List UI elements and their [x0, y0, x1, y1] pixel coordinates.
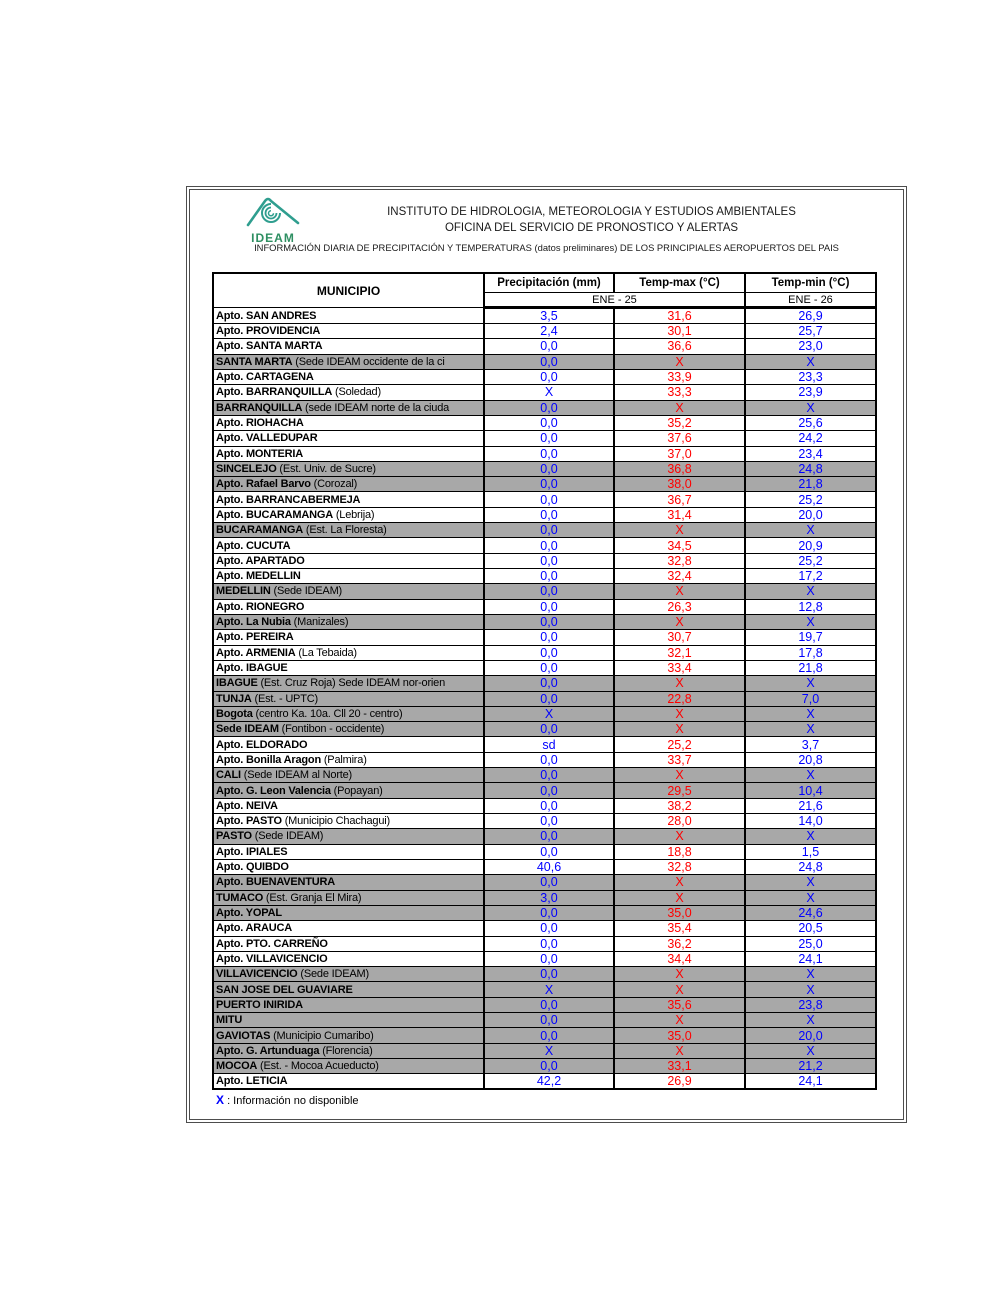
tmax-cell: 33,3 [614, 385, 745, 400]
tmax-cell: X [614, 676, 745, 691]
tmin-cell: 24,8 [745, 859, 876, 874]
tmin-cell: 25,0 [745, 936, 876, 951]
table-row [213, 569, 876, 584]
tmin-cell: X [745, 584, 876, 599]
municipio-cell: Apto. IBAGUE [213, 660, 484, 675]
tmin-cell: 20,0 [745, 507, 876, 522]
tmin-cell: 23,0 [745, 339, 876, 354]
tmin-cell: X [745, 967, 876, 982]
precip-cell: 0,0 [484, 553, 614, 568]
table-row [213, 1059, 876, 1074]
table-row [213, 737, 876, 752]
precip-cell: 3,0 [484, 890, 614, 905]
tmax-cell: X [614, 584, 745, 599]
tmin-cell: 26,9 [745, 308, 876, 324]
table-row [213, 354, 876, 369]
tmin-cell: 25,7 [745, 324, 876, 339]
municipio-cell: MEDELLIN (Sede IDEAM) [213, 584, 484, 599]
table-row [213, 829, 876, 844]
table-row [213, 859, 876, 874]
period-header-ene-26: ENE - 26 [745, 293, 876, 308]
tmax-cell: 22,8 [614, 691, 745, 706]
municipio-cell: Apto. La Nubia (Manizales) [213, 614, 484, 629]
municipio-cell: Apto. BARRANQUILLA (Soledad) [213, 385, 484, 400]
precip-cell: 0,0 [484, 951, 614, 966]
tmin-cell: 24,1 [745, 951, 876, 966]
column-header-municipio: MUNICIPIO [213, 273, 484, 308]
tmin-cell: 24,6 [745, 905, 876, 920]
tmin-cell: 19,7 [745, 630, 876, 645]
municipio-cell: Apto. Rafael Barvo (Corozal) [213, 477, 484, 492]
table-row [213, 921, 876, 936]
municipio-cell: Apto. APARTADO [213, 553, 484, 568]
tmax-cell: 32,8 [614, 859, 745, 874]
tmax-cell: X [614, 1043, 745, 1058]
municipio-cell: TUNJA (Est. - UPTC) [213, 691, 484, 706]
table-row [213, 722, 876, 737]
precip-cell: X [484, 706, 614, 721]
ideam-logo-label: IDEAM [251, 231, 295, 245]
table-row [213, 936, 876, 951]
tmax-cell: 33,1 [614, 1059, 745, 1074]
tmax-cell: 33,7 [614, 752, 745, 767]
table-row [213, 385, 876, 400]
tmin-cell: 23,4 [745, 446, 876, 461]
precip-cell: 0,0 [484, 354, 614, 369]
municipio-cell: Apto. NEIVA [213, 798, 484, 813]
tmax-cell: X [614, 875, 745, 890]
period-header-ene-25: ENE - 25 [484, 293, 745, 308]
table-row [213, 446, 876, 461]
tmin-cell: X [745, 676, 876, 691]
tmin-cell: 25,2 [745, 492, 876, 507]
precip-cell: 0,0 [484, 921, 614, 936]
tmin-cell: 23,3 [745, 369, 876, 384]
tmin-cell: X [745, 523, 876, 538]
precip-cell: 0,0 [484, 875, 614, 890]
tmin-cell: X [745, 768, 876, 783]
municipio-cell: MOCOA (Est. - Mocoa Acueducto) [213, 1059, 484, 1074]
municipio-cell: Apto. Bonilla Aragon (Palmira) [213, 752, 484, 767]
tmax-cell: 32,4 [614, 569, 745, 584]
weather-table [212, 272, 877, 1090]
precip-cell: 40,6 [484, 859, 614, 874]
precip-cell: 0,0 [484, 905, 614, 920]
table-row [213, 507, 876, 522]
table-row [213, 584, 876, 599]
precip-cell: X [484, 1043, 614, 1058]
precip-cell: 0,0 [484, 752, 614, 767]
tmax-cell: X [614, 890, 745, 905]
municipio-cell: Apto. PTO. CARREÑO [213, 936, 484, 951]
precip-cell: 0,0 [484, 461, 614, 476]
tmin-cell: 21,8 [745, 477, 876, 492]
municipio-cell: Apto. SANTA MARTA [213, 339, 484, 354]
tmin-cell: 10,4 [745, 783, 876, 798]
precip-cell: 0,0 [484, 798, 614, 813]
report-frame [186, 186, 907, 1123]
municipio-cell: Apto. G. Leon Valencia (Popayan) [213, 783, 484, 798]
report-subtitle: INFORMACIÓN DIARIA DE PRECIPITACIÓN Y TEMPERATURAS (datos preliminares) DE LOS PRINCIPIALES AEROPUERTOS DEL PAIS [254, 242, 839, 253]
precip-cell: 3,5 [484, 308, 614, 324]
tmin-cell: X [745, 829, 876, 844]
tmin-cell: 7,0 [745, 691, 876, 706]
precip-cell: 0,0 [484, 936, 614, 951]
tmax-cell: 31,6 [614, 308, 745, 324]
municipio-cell: Apto. VILLAVICENCIO [213, 951, 484, 966]
precip-cell: 0,0 [484, 492, 614, 507]
tmax-cell: 35,6 [614, 997, 745, 1012]
precip-cell: X [484, 385, 614, 400]
tmax-cell: 35,2 [614, 415, 745, 430]
municipio-cell: Apto. MONTERIA [213, 446, 484, 461]
table-row [213, 308, 876, 324]
tmax-cell: X [614, 354, 745, 369]
table-row [213, 477, 876, 492]
tmin-cell: X [745, 354, 876, 369]
municipio-cell: PASTO (Sede IDEAM) [213, 829, 484, 844]
tmax-cell: X [614, 967, 745, 982]
tmax-cell: 37,0 [614, 446, 745, 461]
municipio-cell: IBAGUE (Est. Cruz Roja) Sede IDEAM nor-orien [213, 676, 484, 691]
precip-cell: 0,0 [484, 477, 614, 492]
tmin-cell: 14,0 [745, 814, 876, 829]
table-row [213, 1028, 876, 1043]
municipio-cell: SAN JOSE DEL GUAVIARE [213, 982, 484, 997]
table-row [213, 967, 876, 982]
tmax-cell: X [614, 523, 745, 538]
footnote [216, 1093, 359, 1107]
municipio-cell: Apto. PASTO (Municipio Chachagui) [213, 814, 484, 829]
tmax-cell: 34,4 [614, 951, 745, 966]
tmin-cell: X [745, 614, 876, 629]
table-row [213, 630, 876, 645]
table-header [213, 273, 876, 308]
table-row [213, 400, 876, 415]
precip-cell: 0,0 [484, 660, 614, 675]
tmin-cell: X [745, 722, 876, 737]
municipio-cell: Apto. ARAUCA [213, 921, 484, 936]
table-row [213, 875, 876, 890]
table-row [213, 599, 876, 614]
tmax-cell: 29,5 [614, 783, 745, 798]
tmin-cell: 1,5 [745, 844, 876, 859]
precip-cell: 0,0 [484, 400, 614, 415]
tmin-cell: 25,6 [745, 415, 876, 430]
municipio-cell: Apto. VALLEDUPAR [213, 431, 484, 446]
precip-cell: 0,0 [484, 768, 614, 783]
precip-cell: 0,0 [484, 676, 614, 691]
table-row [213, 691, 876, 706]
tmax-cell: X [614, 829, 745, 844]
municipio-cell: BUCARAMANGA (Est. La Floresta) [213, 523, 484, 538]
institute-title: INSTITUTO DE HIDROLOGIA, METEOROLOGIA Y ESTUDIOS AMBIENTALES [387, 206, 796, 218]
table-row [213, 706, 876, 721]
tmax-cell: X [614, 706, 745, 721]
precip-cell: 0,0 [484, 722, 614, 737]
municipio-cell: Apto. BARRANCABERMEJA [213, 492, 484, 507]
column-header-temp-min: Temp-min (°C) [745, 273, 876, 293]
table-row [213, 783, 876, 798]
tmax-cell: 36,6 [614, 339, 745, 354]
municipio-cell: Apto. BUCARAMANGA (Lebrija) [213, 507, 484, 522]
table-row [213, 415, 876, 430]
tmin-cell: 23,8 [745, 997, 876, 1012]
table-row [213, 951, 876, 966]
tmin-cell: X [745, 875, 876, 890]
tmax-cell: 36,7 [614, 492, 745, 507]
tmax-cell: 18,8 [614, 844, 745, 859]
tmax-cell: X [614, 722, 745, 737]
tmin-cell: X [745, 890, 876, 905]
table-row [213, 645, 876, 660]
municipio-cell: GAVIOTAS (Municipio Cumaribo) [213, 1028, 484, 1043]
tmin-cell: 24,2 [745, 431, 876, 446]
table-row [213, 676, 876, 691]
tmin-cell: X [745, 1043, 876, 1058]
precip-cell: 0,0 [484, 630, 614, 645]
precip-cell: 42,2 [484, 1074, 614, 1090]
table-row [213, 768, 876, 783]
table-row [213, 492, 876, 507]
municipio-cell: Apto. ARMENIA (La Tebaida) [213, 645, 484, 660]
precip-cell: sd [484, 737, 614, 752]
footnote-text: : Información no disponible [224, 1095, 359, 1107]
precip-cell: 0,0 [484, 783, 614, 798]
tmax-cell: 33,4 [614, 660, 745, 675]
tmin-cell: 21,6 [745, 798, 876, 813]
municipio-cell: PUERTO INIRIDA [213, 997, 484, 1012]
municipio-cell: Apto. ELDORADO [213, 737, 484, 752]
column-header-precipitacion: Precipitación (mm) [484, 273, 614, 293]
table-row [213, 814, 876, 829]
precip-cell: 0,0 [484, 431, 614, 446]
tmin-cell: 17,2 [745, 569, 876, 584]
precip-cell: 0,0 [484, 1059, 614, 1074]
municipio-cell: Apto. PROVIDENCIA [213, 324, 484, 339]
precip-cell: 0,0 [484, 997, 614, 1012]
tmin-cell: 23,9 [745, 385, 876, 400]
precip-cell: 0,0 [484, 829, 614, 844]
municipio-cell: Bogota (centro Ka. 10a. Cll 20 - centro) [213, 706, 484, 721]
tmax-cell: 35,0 [614, 1028, 745, 1043]
tmax-cell: 28,0 [614, 814, 745, 829]
municipio-cell: Sede IDEAM (Fontibon - occidente) [213, 722, 484, 737]
municipio-cell: SINCELEJO (Est. Univ. de Sucre) [213, 461, 484, 476]
precip-cell: 0,0 [484, 599, 614, 614]
municipio-cell: Apto. CARTAGENA [213, 369, 484, 384]
table-row [213, 339, 876, 354]
column-header-temp-max: Temp-max (°C) [614, 273, 745, 293]
municipio-cell: Apto. BUENAVENTURA [213, 875, 484, 890]
table-row [213, 553, 876, 568]
precip-cell: 0,0 [484, 446, 614, 461]
municipio-cell: Apto. G. Artunduaga (Florencia) [213, 1043, 484, 1058]
table-row [213, 614, 876, 629]
precip-cell: 0,0 [484, 844, 614, 859]
tmax-cell: 31,4 [614, 507, 745, 522]
table-row [213, 752, 876, 767]
tmax-cell: 30,7 [614, 630, 745, 645]
tmax-cell: 35,4 [614, 921, 745, 936]
precip-cell: X [484, 982, 614, 997]
footnote-x-symbol: X [216, 1093, 225, 1107]
table-row [213, 324, 876, 339]
table-row [213, 1043, 876, 1058]
tmin-cell: 25,2 [745, 553, 876, 568]
tmax-cell: X [614, 1013, 745, 1028]
tmin-cell: 20,8 [745, 752, 876, 767]
tmax-cell: 33,9 [614, 369, 745, 384]
municipio-cell: Apto. PEREIRA [213, 630, 484, 645]
tmin-cell: 20,9 [745, 538, 876, 553]
tmin-cell: 12,8 [745, 599, 876, 614]
tmax-cell: X [614, 614, 745, 629]
precip-cell: 0,0 [484, 1028, 614, 1043]
tmax-cell: 32,8 [614, 553, 745, 568]
tmax-cell: 26,9 [614, 1074, 745, 1090]
tmin-cell: 21,8 [745, 660, 876, 675]
tmin-cell: X [745, 1013, 876, 1028]
tmax-cell: 35,0 [614, 905, 745, 920]
municipio-cell: CALI (Sede IDEAM al Norte) [213, 768, 484, 783]
precip-cell: 0,0 [484, 415, 614, 430]
table-row [213, 523, 876, 538]
table-row [213, 369, 876, 384]
municipio-cell: Apto. IPIALES [213, 844, 484, 859]
table-row [213, 844, 876, 859]
table-row [213, 1013, 876, 1028]
municipio-cell: Apto. YOPAL [213, 905, 484, 920]
table-row [213, 798, 876, 813]
tmax-cell: 36,2 [614, 936, 745, 951]
tmin-cell: X [745, 706, 876, 721]
tmin-cell: X [745, 982, 876, 997]
table-row [213, 1074, 876, 1090]
tmax-cell: 34,5 [614, 538, 745, 553]
municipio-cell: TUMACO (Est. Granja El Mira) [213, 890, 484, 905]
precip-cell: 0,0 [484, 967, 614, 982]
tmax-cell: 38,2 [614, 798, 745, 813]
table-row [213, 538, 876, 553]
municipio-cell: MITU [213, 1013, 484, 1028]
office-title: OFICINA DEL SERVICIO DE PRONOSTICO Y ALERTAS [444, 222, 739, 234]
precip-cell: 2,4 [484, 324, 614, 339]
municipio-cell: SANTA MARTA (Sede IDEAM occidente de la ci [213, 354, 484, 369]
tmax-cell: 26,3 [614, 599, 745, 614]
tmin-cell: 21,2 [745, 1059, 876, 1074]
tmin-cell: 20,0 [745, 1028, 876, 1043]
table-row [213, 905, 876, 920]
municipio-cell: Apto. CUCUTA [213, 538, 484, 553]
tmin-cell: 17,8 [745, 645, 876, 660]
precip-cell: 0,0 [484, 584, 614, 599]
precip-cell: 0,0 [484, 369, 614, 384]
precip-cell: 0,0 [484, 569, 614, 584]
precip-cell: 0,0 [484, 614, 614, 629]
tmax-cell: X [614, 400, 745, 415]
tmax-cell: 32,1 [614, 645, 745, 660]
table-row [213, 660, 876, 675]
tmax-cell: 36,8 [614, 461, 745, 476]
precip-cell: 0,0 [484, 523, 614, 538]
tmax-cell: 37,6 [614, 431, 745, 446]
tmin-cell: 24,1 [745, 1074, 876, 1090]
tmin-cell: 24,8 [745, 461, 876, 476]
table-row [213, 890, 876, 905]
precip-cell: 0,0 [484, 645, 614, 660]
tmax-cell: 25,2 [614, 737, 745, 752]
precip-cell: 0,0 [484, 538, 614, 553]
municipio-cell: BARRANQUILLA (sede IDEAM norte de la ciuda [213, 400, 484, 415]
precip-cell: 0,0 [484, 814, 614, 829]
tmax-cell: 30,1 [614, 324, 745, 339]
precip-cell: 0,0 [484, 339, 614, 354]
report-titles [280, 204, 903, 236]
tmax-cell: X [614, 982, 745, 997]
tmax-cell: 38,0 [614, 477, 745, 492]
municipio-cell: Apto. MEDELLIN [213, 569, 484, 584]
table-body [213, 308, 876, 1090]
municipio-cell: Apto. QUIBDO [213, 859, 484, 874]
table-row [213, 461, 876, 476]
tmin-cell: 20,5 [745, 921, 876, 936]
municipio-cell: Apto. RIONEGRO [213, 599, 484, 614]
tmax-cell: X [614, 768, 745, 783]
municipio-cell: Apto. SAN ANDRES [213, 308, 484, 324]
municipio-cell: VILLAVICENCIO (Sede IDEAM) [213, 967, 484, 982]
precip-cell: 0,0 [484, 1013, 614, 1028]
municipio-cell: Apto. RIOHACHA [213, 415, 484, 430]
tmin-cell: X [745, 400, 876, 415]
tmin-cell: 3,7 [745, 737, 876, 752]
municipio-cell: Apto. LETICIA [213, 1074, 484, 1090]
table-row [213, 431, 876, 446]
table-row [213, 997, 876, 1012]
precip-cell: 0,0 [484, 507, 614, 522]
precip-cell: 0,0 [484, 691, 614, 706]
table-row [213, 982, 876, 997]
